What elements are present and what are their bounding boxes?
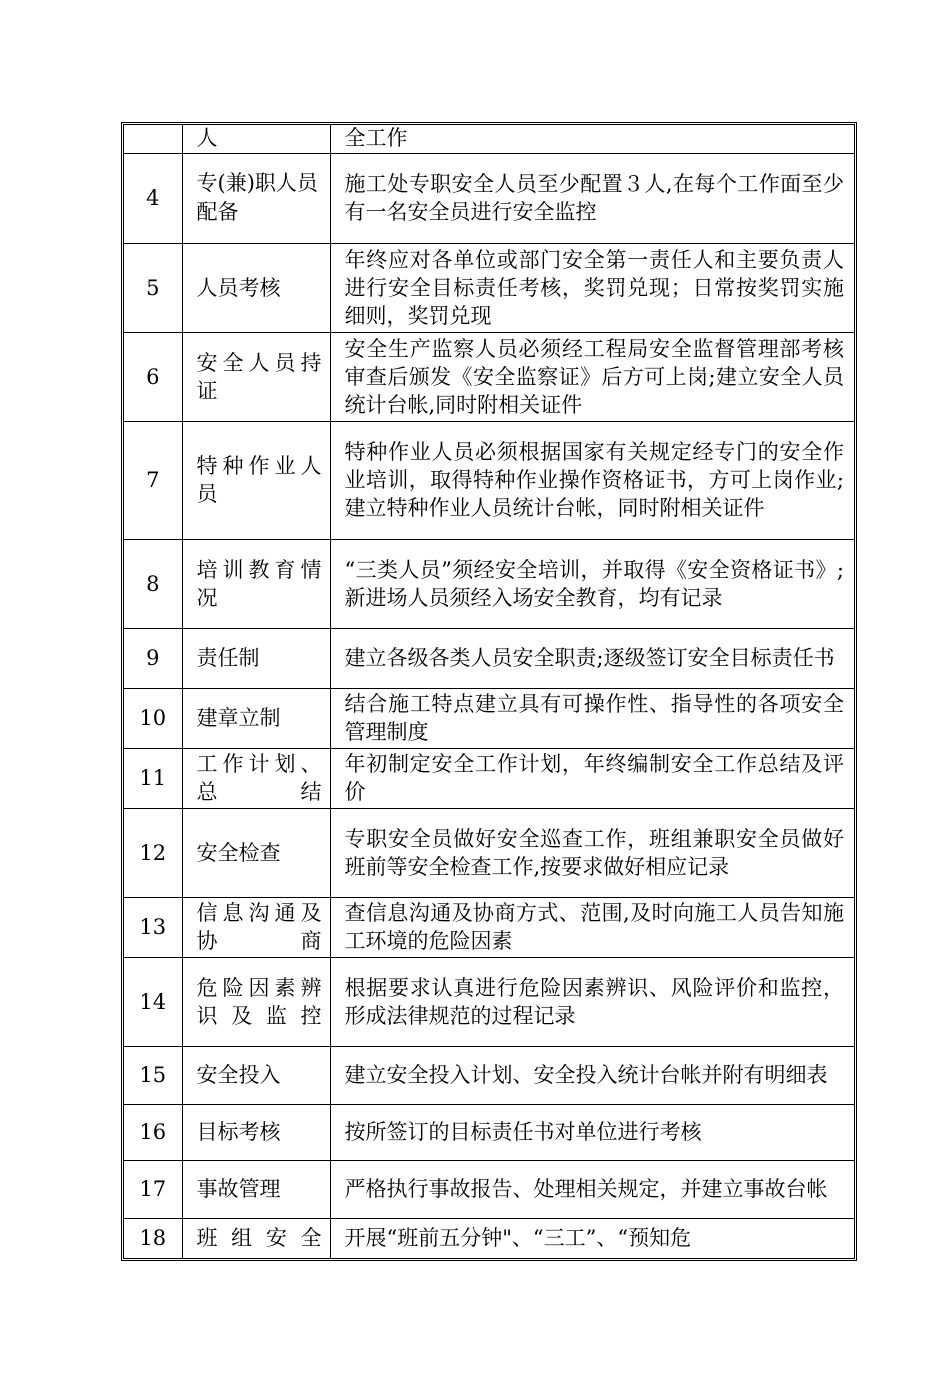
table-row	[124, 1104, 854, 1160]
table-row	[124, 628, 854, 688]
row-description: 安全生产监察人员必须经工程局安全监督管理部考核审查后颁发《安全监察证》后方可上岗;建立安全人员统计台帐,同时附相关证件	[330, 332, 854, 421]
table-row	[124, 332, 854, 421]
row-description: 严格执行事故报告、处理相关规定，并建立事故台帐	[330, 1160, 854, 1218]
row-item: 建章立制	[182, 688, 330, 748]
row-number: 4	[124, 153, 182, 243]
row-number: 7	[124, 421, 182, 539]
table-row	[124, 125, 854, 153]
row-number: 6	[124, 332, 182, 421]
row-description: 建立安全投入计划、安全投入统计台帐并附有明细表	[330, 1046, 854, 1104]
row-number: 18	[124, 1218, 182, 1258]
row-number	[124, 125, 182, 153]
table-row	[124, 748, 854, 808]
row-number: 14	[124, 957, 182, 1046]
row-item: 人	[182, 125, 330, 153]
safety-management-table	[124, 125, 854, 1258]
table-row	[124, 421, 854, 539]
row-number: 15	[124, 1046, 182, 1104]
row-number: 5	[124, 243, 182, 332]
row-number: 13	[124, 897, 182, 957]
row-item: 安全投入	[182, 1046, 330, 1104]
row-description: 特种作业人员必须根据国家有关规定经专门的安全作业培训，取得特种作业操作资格证书，方可上岗作业;建立特种作业人员统计台帐，同时附相关证件	[330, 421, 854, 539]
row-item: 事故管理	[182, 1160, 330, 1218]
table-row	[124, 688, 854, 748]
row-number: 12	[124, 808, 182, 897]
table-row	[124, 957, 854, 1046]
row-item: 安全人员持证	[182, 332, 330, 421]
row-item: 目标考核	[182, 1104, 330, 1160]
table-row	[124, 808, 854, 897]
safety-management-table-page	[121, 122, 857, 1261]
row-description: 年终应对各单位或部门安全第一责任人和主要负责人进行安全目标责任考核，奖罚兑现；日常按奖罚实施细则，奖罚兑现	[330, 243, 854, 332]
row-item: 信息沟通及协商	[182, 897, 330, 957]
row-item: 安全检查	[182, 808, 330, 897]
row-description: 专职安全员做好安全巡查工作，班组兼职安全员做好班前等安全检查工作,按要求做好相应记录	[330, 808, 854, 897]
row-description: 按所签订的目标责任书对单位进行考核	[330, 1104, 854, 1160]
row-number: 16	[124, 1104, 182, 1160]
row-number: 10	[124, 688, 182, 748]
row-number: 17	[124, 1160, 182, 1218]
row-item	[182, 153, 330, 243]
table-row	[124, 1046, 854, 1104]
row-description: 全工作	[330, 125, 854, 153]
row-item: 工作计划、总结	[182, 748, 330, 808]
row-description: 年初制定安全工作计划，年终编制安全工作总结及评价	[330, 748, 854, 808]
row-number: 9	[124, 628, 182, 688]
row-description: 施工处专职安全人员至少配置３人,在每个工作面至少有一名安全员进行安全监控	[330, 153, 854, 243]
row-number: 8	[124, 539, 182, 628]
row-description: “三类人员”须经安全培训，并取得《安全资格证书》;新进场人员须经入场安全教育，均有记录	[330, 539, 854, 628]
table-row	[124, 1160, 854, 1218]
row-description: 开展“班前五分钟"、“三工”、“预知危	[330, 1218, 854, 1258]
table-row	[124, 153, 854, 243]
row-item: 人员考核	[182, 243, 330, 332]
table-row	[124, 539, 854, 628]
row-description: 结合施工特点建立具有可操作性、指导性的各项安全管理制度	[330, 688, 854, 748]
row-number: 11	[124, 748, 182, 808]
row-item: 责任制	[182, 628, 330, 688]
row-description: 建立各级各类人员安全职责;逐级签订安全目标责任书	[330, 628, 854, 688]
row-description: 查信息沟通及协商方式、范围,及时向施工人员告知施工环境的危险因素	[330, 897, 854, 957]
row-item: 培训教育情况	[182, 539, 330, 628]
table-row	[124, 897, 854, 957]
table-row	[124, 1218, 854, 1258]
row-item: 危险因素辨识及监控	[182, 957, 330, 1046]
row-item-text: 专(兼)职人员 配备	[196, 171, 318, 224]
row-description: 根据要求认真进行危险因素辨识、风险评价和监控，形成法律规范的过程记录	[330, 957, 854, 1046]
row-item: 班组安全	[182, 1218, 330, 1258]
table-row	[124, 243, 854, 332]
row-item: 特种作业人员	[182, 421, 330, 539]
